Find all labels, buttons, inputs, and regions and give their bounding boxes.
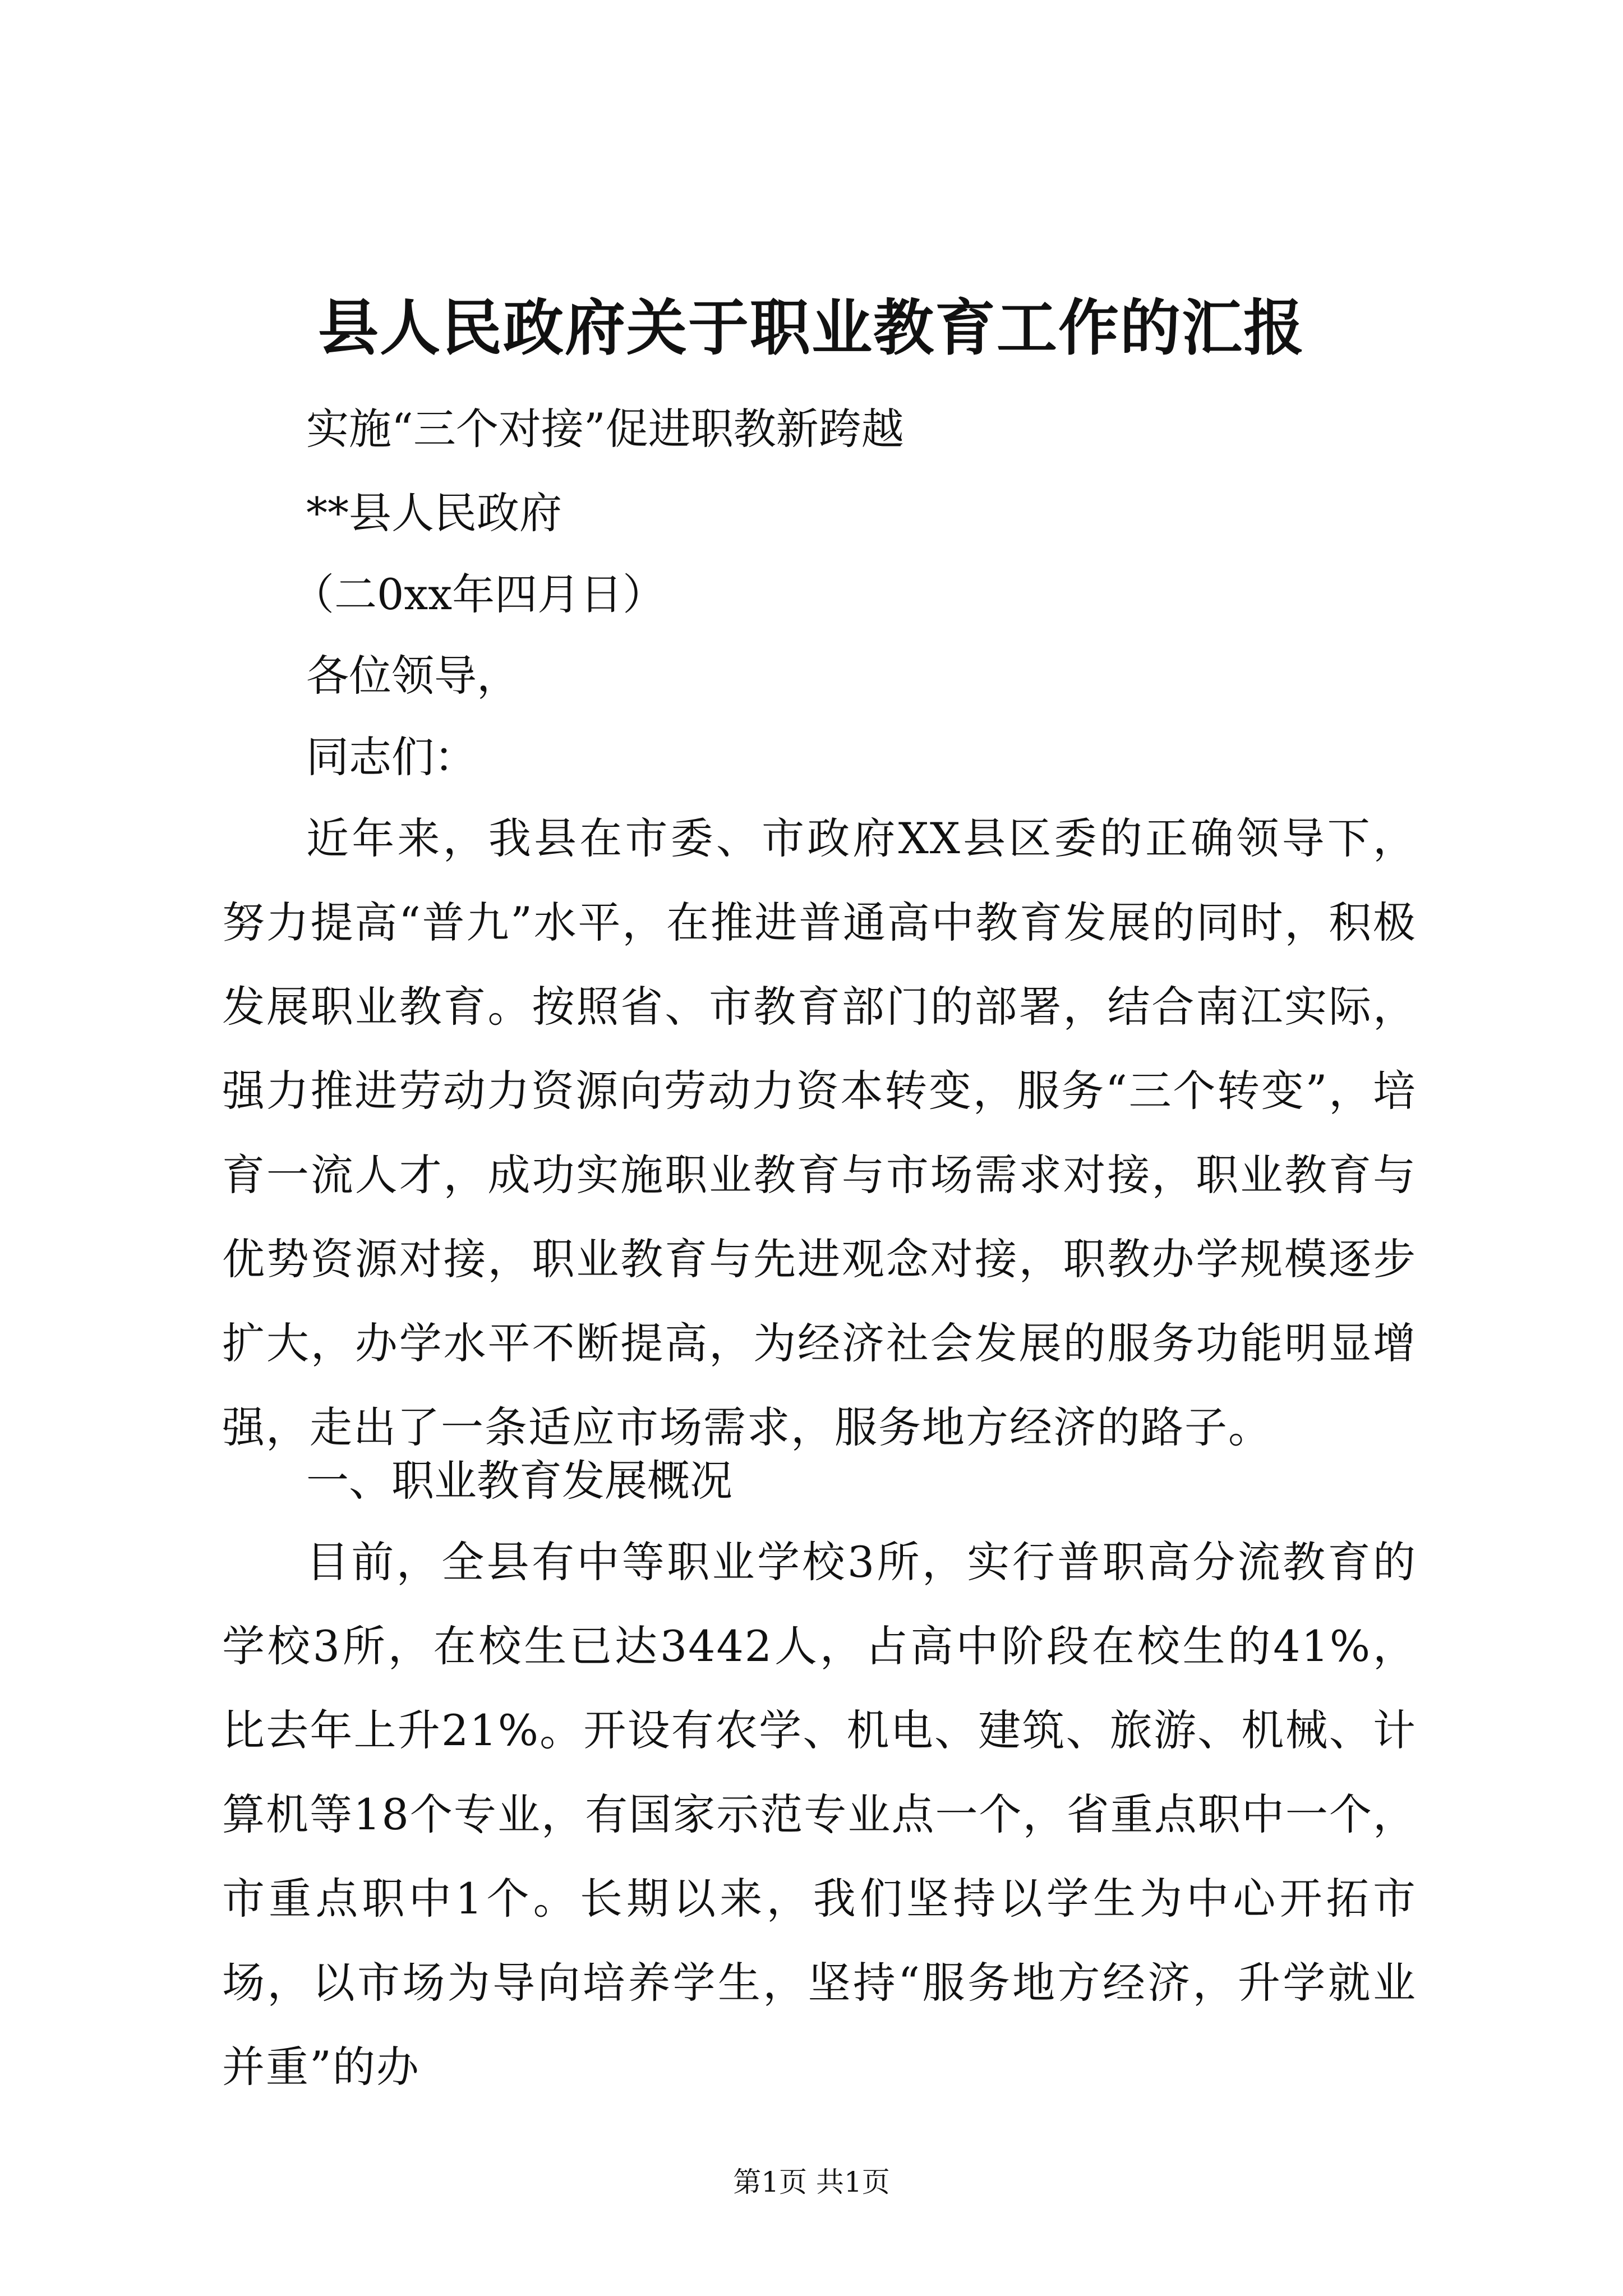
body-paragraph-overview: 目前，全县有中等职业学校3所，实行普职高分流教育的学校3所，在校生已达3442人，占高中阶段在校生的41%，比去年上升21%。开设有农学、机电、建筑、旅游、机械、计算机等18个专业，有国家示范专业点一个，省重点职中一个，市重点职中1个。长期以来，我们坚持以学生为中心开拓市场，以市场为导向培养学生，坚持“服务地方经济，升学就业并重”的办 — [222, 1537, 1417, 2092]
body-paragraph-intro: 近年来，我县在市委、市政府XX县区委的正确领导下，努力提高“普九”水平，在推进普通高中教育发展的同时，积极发展职业教育。按照省、市教育部门的部署，结合南江实际，强力推进劳动力资源向劳动力资本转变，服务“三个转变”，培育一流人才，成功实施职业教育与市场需求对接，职业教育与优势资源对接，职业教育与先进观念对接，职教办学规模逐步扩大，办学水平不断提高，为经济社会发展的服务功能明显增强，走出了一条适应市场需求，服务地方经济的路子。 — [222, 813, 1417, 1452]
document-title: 县人民政府关于职业教育工作的汇报 — [317, 293, 1305, 364]
date-line: （二0xx年四月日） — [292, 569, 666, 619]
issuer-line: **县人民政府 — [306, 488, 562, 538]
salutation-comrades: 同志们： — [306, 732, 477, 782]
section-heading-overview: 一、职业教育发展概况 — [306, 1456, 732, 1506]
salutation-leaders: 各位领导， — [306, 651, 519, 701]
document-subtitle: 实施“三个对接”促进职教新跨越 — [306, 404, 904, 454]
page-footer: 第1页 共1页 — [733, 2166, 890, 2198]
